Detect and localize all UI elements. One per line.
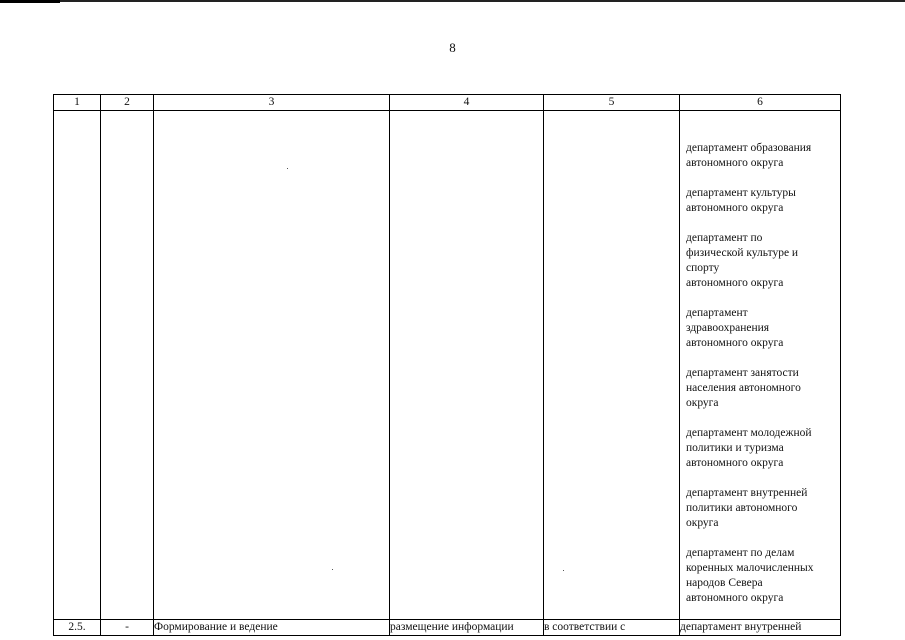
cell-col5 [544,111,680,620]
column-header-2: 2 [101,95,154,111]
row-code: - [101,620,154,636]
table-row [54,620,841,636]
row-responsible: департамент внутренней [680,620,841,636]
column-header-1: 1 [54,95,101,111]
column-header-3: 3 [154,95,390,111]
cell-col6-departments [680,111,841,620]
document-table [53,94,841,636]
department-entry: департамент по физической культуре и спорту автономного округа [686,232,799,289]
column-header-4: 4 [390,95,544,111]
table-row [54,111,841,620]
header-row [54,95,841,111]
department-entry: департамент молодежной политики и туризма автономного округа [686,427,812,469]
cell-col1 [54,111,101,620]
scan-speck [563,570,564,571]
department-entry: департамент культуры автономного округа [686,187,796,214]
cell-col4 [390,111,544,620]
top-border-line [0,0,905,2]
row-terms: в соответствии с [544,620,680,636]
department-entry: департамент здравоохранения автономного округа [686,307,784,349]
row-number: 2.5. [54,620,101,636]
scan-speck [332,569,333,570]
column-header-5: 5 [544,95,680,111]
department-entry: департамент по делам коренных малочисленных народов Севера автономного округа [686,547,814,604]
department-entry: департамент образования автономного округа [686,142,812,169]
top-border-accent [0,0,60,3]
row-method: размещение информации [390,620,544,636]
scan-speck [287,168,288,169]
cell-col3 [154,111,390,620]
department-entry: департамент занятости населения автономного округа [686,367,801,409]
cell-col2 [101,111,154,620]
department-entry: департамент внутренней политики автономного округа [686,487,808,529]
column-header-6: 6 [680,95,841,111]
row-description: Формирование и ведение [154,620,390,636]
page-number: 8 [449,40,456,55]
